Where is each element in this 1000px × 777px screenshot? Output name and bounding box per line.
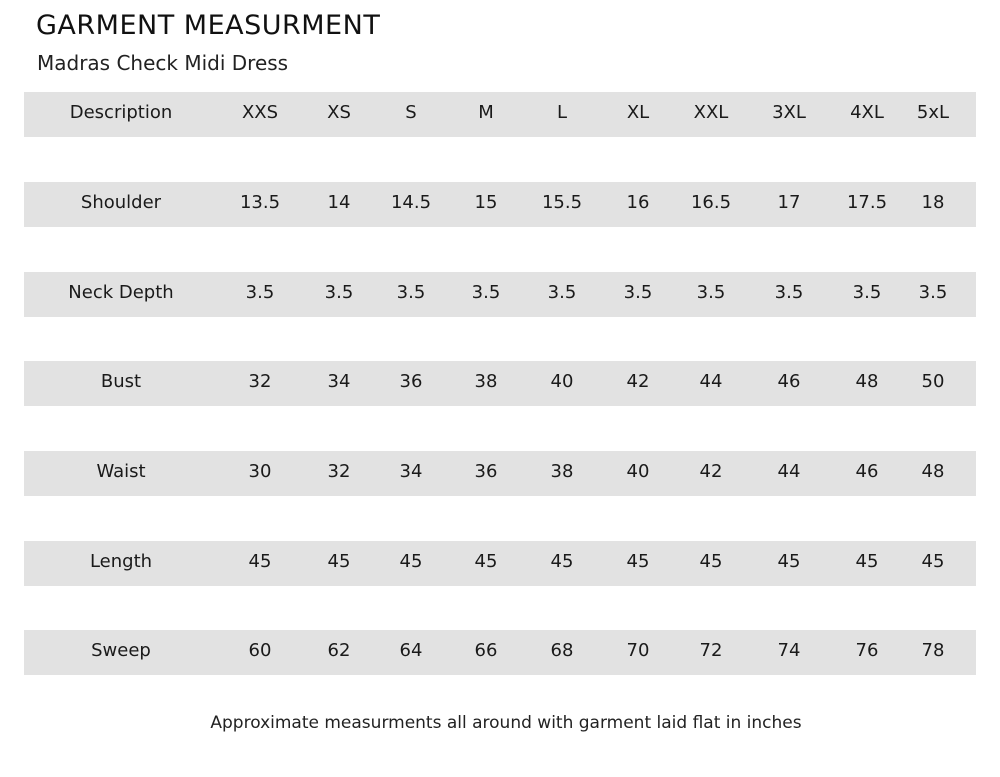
table-cell: 46 [777, 371, 801, 392]
table-cell: 45 [248, 551, 272, 572]
page-subtitle: Madras Check Midi Dress [37, 51, 289, 75]
row-label: Bust [100, 371, 142, 392]
table-cell: 3.5 [774, 282, 804, 303]
table-row [24, 541, 976, 586]
table-cell: 45 [327, 551, 351, 572]
table-cell: 45 [474, 551, 498, 572]
row-label: Sweep [91, 640, 151, 661]
table-cell: 14.5 [390, 192, 432, 213]
column-header-size: XS [327, 102, 351, 123]
row-label: Length [89, 551, 153, 572]
table-cell: 45 [855, 551, 879, 572]
table-cell: 34 [399, 461, 423, 482]
table-cell: 70 [626, 640, 650, 661]
column-header-size: 5xL [916, 102, 950, 123]
table-cell: 48 [921, 461, 945, 482]
table-cell: 32 [327, 461, 351, 482]
table-cell: 3.5 [547, 282, 577, 303]
table-cell: 68 [550, 640, 574, 661]
table-cell: 30 [248, 461, 272, 482]
table-cell: 16.5 [690, 192, 732, 213]
table-cell: 38 [550, 461, 574, 482]
table-cell: 48 [855, 371, 879, 392]
column-header-size: XXL [693, 102, 729, 123]
table-header-row [24, 92, 976, 137]
table-cell: 78 [921, 640, 945, 661]
table-cell: 38 [474, 371, 498, 392]
table-row [24, 182, 976, 227]
table-cell: 45 [921, 551, 945, 572]
table-cell: 3.5 [918, 282, 948, 303]
column-header-size: M [478, 102, 494, 123]
footnote: Approximate measurments all around with garment laid flat in inches [210, 713, 802, 733]
table-cell: 64 [399, 640, 423, 661]
column-header-size: S [405, 102, 417, 123]
table-cell: 32 [248, 371, 272, 392]
table-cell: 42 [626, 371, 650, 392]
row-label: Neck Depth [68, 282, 174, 303]
table-cell: 3.5 [324, 282, 354, 303]
table-cell: 44 [777, 461, 801, 482]
table-cell: 74 [777, 640, 801, 661]
row-label: Shoulder [80, 192, 162, 213]
table-cell: 45 [550, 551, 574, 572]
table-cell: 60 [248, 640, 272, 661]
table-cell: 3.5 [623, 282, 653, 303]
table-cell: 15.5 [541, 192, 583, 213]
table-cell: 66 [474, 640, 498, 661]
table-cell: 18 [921, 192, 945, 213]
column-header-size: 4XL [850, 102, 884, 123]
table-cell: 45 [699, 551, 723, 572]
table-cell: 13.5 [239, 192, 281, 213]
table-cell: 45 [626, 551, 650, 572]
table-cell: 3.5 [396, 282, 426, 303]
table-cell: 45 [777, 551, 801, 572]
table-cell: 42 [699, 461, 723, 482]
table-cell: 34 [327, 371, 351, 392]
table-cell: 3.5 [696, 282, 726, 303]
column-header-description: Description [69, 102, 173, 123]
page-title: GARMENT MEASURMENT [36, 10, 381, 41]
table-row [24, 361, 976, 406]
table-cell: 15 [474, 192, 498, 213]
table-cell: 45 [399, 551, 423, 572]
table-cell: 44 [699, 371, 723, 392]
table-cell: 50 [921, 371, 945, 392]
column-header-size: 3XL [772, 102, 806, 123]
table-row [24, 451, 976, 496]
row-label: Waist [96, 461, 146, 482]
table-cell: 62 [327, 640, 351, 661]
table-cell: 46 [855, 461, 879, 482]
table-cell: 36 [474, 461, 498, 482]
table-cell: 16 [626, 192, 650, 213]
table-cell: 40 [550, 371, 574, 392]
table-cell: 17 [777, 192, 801, 213]
table-cell: 3.5 [852, 282, 882, 303]
table-cell: 17.5 [846, 192, 888, 213]
table-cell: 3.5 [471, 282, 501, 303]
table-cell: 36 [399, 371, 423, 392]
table-row [24, 272, 976, 317]
column-header-size: XL [626, 102, 650, 123]
table-cell: 72 [699, 640, 723, 661]
table-cell: 40 [626, 461, 650, 482]
column-header-size: XXS [241, 102, 279, 123]
table-row [24, 630, 976, 675]
table-cell: 3.5 [245, 282, 275, 303]
table-cell: 14 [327, 192, 351, 213]
column-header-size: L [556, 102, 568, 123]
table-cell: 76 [855, 640, 879, 661]
